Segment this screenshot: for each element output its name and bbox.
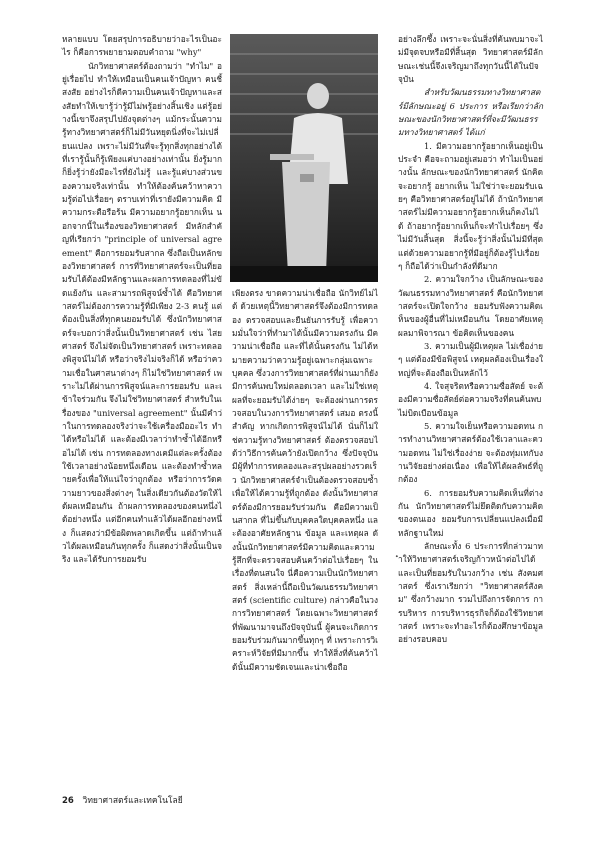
paragraph: 6. การยอมรับความคิดเห็นที่ต่างกัน นักวิทยาศาสตร์ไม่ยึดติดกับความคิดของตนเอง ยอมรับการเปลี่ยนแปลงเมื่อมีหลักฐานใหม่: [398, 487, 543, 538]
column-middle: [232, 287, 378, 674]
speaker-photo: [230, 34, 378, 282]
paragraph: 2. ความใจกว้าง เป็นลักษณะของวัฒนธรรมทางวิทยาศาสตร์ คือนักวิทยาศาสตร์จะเปิดใจกว้าง ยอมรับฟังความคิดเห็นของผู้อื่นที่ไม่เหมือนกัน โดยอาศัยเหตุผลมาพิจารณา ข้อคิดเห็นของคน: [398, 274, 543, 338]
column-left: [62, 33, 222, 567]
paragraph: 1. มีความอยากรู้อยากเห็นอยู่เป็นประจำ คือจะถามอยู่เสมอว่า ทำไมเป็นอย่างนั้น ลักษณะของนักวิทยาศาสตร์ นักคิดจะอยากรู้ อยากเห็น ไม่ใช่ว่าจะยอมรับเฉยๆ คือวิทยาศาสตร์อยู่ไม่ได้ ถ้านักวิทยาศาสตร์ไม่มีความอยากรู้อยากเห็นก็คงไม่ได้ ถ้าอยากรู้อยากเห็นก็จะทำไปเรื่อยๆ ซึ่งไม่มีวันสิ้นสุด สิ่งนี้จะรู้ว่าสิ่งนั้นไม่มีที่สุด แต่ด้วยความอยากรู้ที่มีอยู่ก็ต้องรู้ไปเรื่อยๆ ก็ถือได้ว่าเป็นกำลังที่ดีมาก: [398, 140, 543, 271]
speaker-at-podium-icon: [230, 34, 378, 282]
paragraph: 5. ความใจเย็นหรือความอดทน การทำงานวิทยาศาสตร์ต้องใช้เวลาและความอดทน ไม่ใช่เรื่องง่าย จะต้องทุ่มเทกับงานวิจัยอย่างต่อเนื่อง เพื่อให้ได้ผลลัพธ์ที่ถูกต้อง: [398, 420, 543, 485]
column-right: [398, 33, 543, 647]
paragraph: เพียงตรง ขาดความน่าเชื่อถือ นักวิทย์ไม่ได้ ด้วยเหตุนี้วิทยาศาสตร์จึงต้องมีการทดลอง ตรวจสอบและยืนยันการรับรู้ เพื่อความมั่นใจว่าที่ทำมาได้นั้นมีความตรงกัน มีความน่าเชื่อถือ และที่ได้นั้นตรงกัน ไม่ได้หมายความว่าความรู้อยู่เฉพาะกลุ่มเฉพาะบุคคล ซึ่งวงการวิทยาศาสตร์ที่ผ่านมาก็ยังมีการค้นพบใหม่ตลอดเวลา และไม่ใช่เหตุผลที่จะยอมรับได้ง่ายๆ จะต้องผ่านการตรวจสอบในวงการวิทยาศาสตร์ เสมอ ตรงนี้สำคัญ หากเกิดการพิสูจน์ไม่ได้ นั่นก็ไม่ใช่ความรู้ทางวิทยาศาสตร์ ต้องตรวจสอบได้ว่าวิธีการค้นคว้ายังเปิดกว้าง ซึ่งปัจจุบันมีผู้ที่ทำการทดลองและสรุปผลอย่างรวดเร็ว นักวิทยาศาสตร์จำเป็นต้องตรวจสอบซ้ำ เพื่อให้ได้ความรู้ที่ถูกต้อง ดังนั้นวิทยาศาสตร์ต้องมีการยอมรับร่วมกัน คือมีความเป็นสากล ที่ไม่ขึ้นกับบุคคลใดบุคคลหนึ่ง และต้องอาศัยหลักฐาน ข้อมูล และเหตุผล ดังนั้นนักวิทยาศาสตร์มีความคิดและความรู้สึกที่จะตรวจสอบค้นคว้าต่อไปเรื่อยๆ ในเรื่องที่ตนสนใจ นี่คือความเป็นนักวิทยาศาสตร์ สิ่งเหล่านี้ถือเป็นวัฒนธรรมวิทยาศาสตร์ (scientific culture) กล่าวคือในวงการวิทยาศาสตร์ โดยเฉพาะวิทยาศาสตร์ที่พัฒนามาจนถึงปัจจุบันนี้ ผู้คนจะเกิดการยอมรับร่วมกันมากขึ้นทุกๆ ที่ เพราะการวิเคราะห์วิจัยที่มีมากขึ้น ทำให้สิ่งที่ค้นคว้าได้นั้นมีความชัดเจนและน่าเชื่อถือ: [232, 288, 379, 672]
paragraph: นักวิทยาศาสตร์ต้องถามว่า "ทำไม" อยู่เรื่อยไป ทำให้เหมือนเป็นคนเจ้าปัญหา คนชี้สงสัย อย่างไรก็ดีความเป็นคนเจ้าปัญหาและสงสัยทำให้เขารู้ว่ารู้มีไม่พรู้อย่างสิ้นเชิง แต่รู้อย่างนี้เขาจึงสรุปไปยังจุดต่างๆ แม้กระนั้นความรู้ทางวิทยาศาสตร์ก็ไม่มีวันหยุดนิ่งที่จะไม่เปลี่ยนแปลง เพราะไม่มีวันที่จะรู้ทุกสิ่งทุกอย่างได้ ที่เรารู้นั้นก็รู้เพียงแค่บางอย่างเท่านั้น ยิ่งรู้มากก็ยิ่งรู้ว่ายังมีอะไรที่ยังไม่รู้ และรู้แค่บางส่วนของความจริงเท่านั้น ทำให้ต้องค้นคว้าหาความรู้ต่อไปเรื่อยๆ ตราบเท่าที่เรายังมีความคิด มีความกระตือรือร้น มีความอยากรู้อยากเห็น นอกจากนี้ในเรื่องของวิทยาศาสตร์ มีหลักสำคัญที่เรียกว่า "principle of universal agreement" คือการยอมรับสากล ซึ่งถือเป็นหลักของวิทยาศาสตร์ การที่วิทยาศาสตร์จะเป็นที่ยอมรับได้ต้องมีหลักฐานและผลการทดลองที่ไม่ขัดแย้งกัน และสามารถพิสูจน์ซ้ำได้ คือวิทยาศาสตร์ไม่ต้องการความรู้ที่มีเพียง 2-3 คนรู้ แต่ต้องเป็นสิ่งที่ทุกคนยอมรับได้ ซึ่งนักวิทยาศาสตร์จะบอกว่าสิ่งนั้นเป็นวิทยาศาสตร์ เช่น ไสยศาสตร์ จึงไม่จัดเป็นวิทยาศาสตร์ เพราะทดลองพิสูจน์ไม่ได้ หรือว่าจริงไม่จริงก็ได้ หรือว่าความเชื่อในศาสนาต่างๆ ก็ไม่ใช่วิทยาศาสตร์ เพราะไม่ได้ผ่านการพิสูจน์และการยอมรับ และเข้าใจร่วมกัน จึงไม่ใช่วิทยาศาสตร์ สำหรับในเรื่องของ "universal agreement" นั้นมีคำว่าในการทดลองจริงว่าจะใช้เครื่องมืออะไร ทำได้หรือไม่ได้ และต้องมีเวลาว่าทำซ้ำได้อีกหรือไม่ได้ เช่น การทดลองทางเคมีแต่ละครั้งต้องใช้เวลาอย่างน้อยหนึ่งเดือน และต้องทำซ้ำหลายครั้งเพื่อให้แน่ใจว่าถูกต้อง หรือว่าการวัดความยาวของสิ่งต่างๆ ในสิ่งเดียวกันต้องวัดให้ได้ผลเหมือนกัน ถ้าผลการทดลองของคนหนึ่งได้อย่างหนึ่ง แต่อีกคนทำแล้วได้ผลอีกอย่างหนึ่ง ก็แสดงว่ามีข้อผิดพลาดเกิดขึ้น แต่ถ้าทำแล้วได้ผลเหมือนกันทุกครั้ง ก็แสดงว่าสิ่งนั้นเป็นจริง และได้รับการยอมรับ: [62, 60, 222, 565]
paragraph: 4. ใจสุจริตหรือความซื่อสัตย์ จะต้องมีความซื่อสัตย์ต่อความจริงที่ตนค้นพบ ไม่บิดเบือนข้อมูล: [398, 380, 543, 418]
publication-name: วิทยาศาสตร์และเทคโนโลยี: [82, 796, 183, 806]
paragraph: สำหรับวัฒนธรรมทางวิทยาศาสตร์มีลักษณะอยู่ 6 ประการ หรือเรียกว่าลักษณะของนักวิทยาศาสตร์ที่จะมีวัฒนธรรมทางวิทยาศาสตร์ ได้แก่: [398, 87, 543, 138]
paragraph: หลายแบบ โดยสรุปการอธิบายว่าอะไรเป็นอะไร ก็คือการพยายามตอบคำถาม "why": [62, 34, 222, 58]
page-footer: [62, 793, 183, 807]
paragraph: 3. ความเป็นผู้มีเหตุผล ไม่เชื่อง่ายๆ แต่ต้องมีข้อพิสูจน์ เหตุผลต้องเป็นเรื่องใหญ่ที่จะต้องถือเป็นหลักไว้: [398, 340, 543, 378]
paragraph: ลักษณะทั้ง 6 ประการที่กล่าวมาทำให้วิทยาศาสตร์เจริญก้าวหน้าต่อไปได้ และเป็นที่ยอมรับในวงกว้าง เช่น สังคมศาสตร์ ซึ่งเราเรียกว่า "วิทยาศาสตร์สังคม" ซึ่งกว้างมาก รวมไปถึงการจัดการ การบริหาร การบริหารธุรกิจก็ต้องใช้วิทยาศาสตร์ เพราะจะทำอะไรก็ต้องศึกษาข้อมูลอย่างรอบคอบ: [398, 541, 543, 645]
page-number: 26: [62, 796, 74, 806]
paragraph: อย่างลึกซึ้ง เพราะจะนั่นสิ่งที่ค้นพบมาจะไม่มีจุดจบหรือมีที่สิ้นสุด วิทยาศาสตร์มีลักษณะเช่นนี้จึงเจริญมาถึงทุกวันนี้ได้ในปัจจุบัน: [398, 34, 543, 85]
